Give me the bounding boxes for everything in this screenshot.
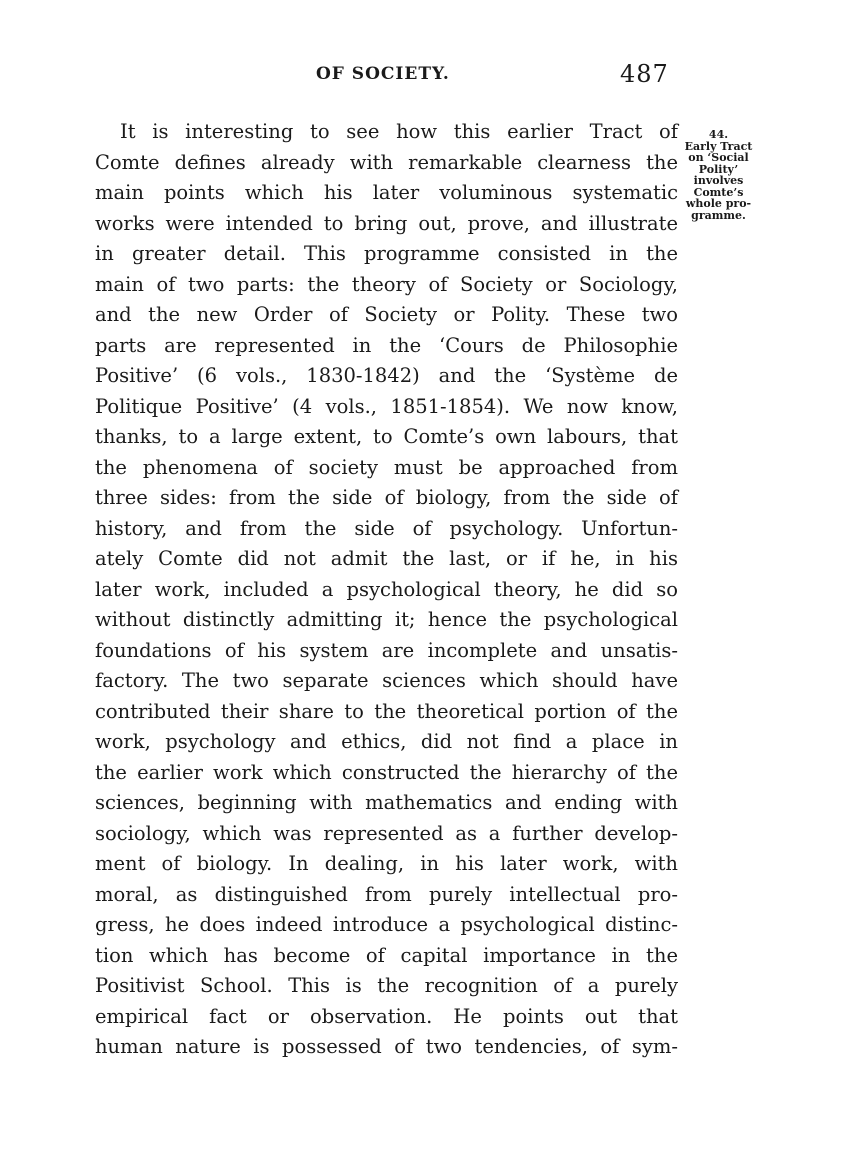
text-line: sociology, which was represented as a further develop- — [95, 821, 678, 845]
text-line: later work, included a psychological theory, he did so — [95, 577, 678, 601]
text-line: foundations of his system are incomplete and unsatis- — [95, 638, 678, 662]
text-line: the phenomena of society must be approached from — [95, 455, 678, 479]
margin-note — [676, 129, 761, 221]
margin-note-line: on ‘Social — [688, 151, 749, 164]
text-line: main of two parts: the theory of Society or Sociology, — [95, 272, 678, 296]
text-line: empirical fact or observation. He points out that — [95, 1004, 678, 1028]
text-line: works were intended to bring out, prove, and illustrate — [95, 211, 678, 235]
text-line: without distinctly admitting it; hence the psychological — [95, 608, 678, 631]
margin-note-line: gramme. — [691, 208, 746, 222]
text-line: contributed their share to the theoretical portion of the — [95, 699, 678, 723]
margin-note-line: whole pro- — [685, 197, 752, 210]
text-line: in greater detail. This programme consisted in the — [95, 242, 678, 265]
margin-note-line: Polity’ — [698, 162, 739, 176]
text-line: Politique Positive’ (4 vols., 1851-1854). We now know, — [95, 394, 678, 418]
text-line: ment of biology. In dealing, in his later work, with — [95, 852, 678, 875]
body-paragraph — [95, 117, 678, 1063]
margin-note-line: involves — [693, 174, 744, 187]
text-line: Comte defines already with remarkable clearness the — [95, 150, 678, 174]
text-line: tion which has become of capital importance in the — [95, 943, 678, 967]
text-line: three sides: from the side of biology, from the side of — [95, 486, 678, 509]
text-line: gress, he does indeed introduce a psychological distinc- — [95, 913, 678, 936]
text-line: sciences, beginning with mathematics and ending with — [95, 791, 678, 814]
text-line: the earlier work which constructed the hierarchy of the — [95, 760, 678, 784]
text-line: main points which his later voluminous systematic — [95, 181, 678, 204]
page-number: 487 — [620, 60, 669, 88]
text-line: It is interesting to see how this earlier Tract of — [120, 120, 678, 143]
text-line: and the new Order of Society or Polity. These two — [95, 303, 678, 326]
text-line: factory. The two separate sciences which should have — [95, 669, 678, 692]
margin-note-line: Comte’s — [693, 185, 744, 199]
text-line: history, and from the side of psychology. Unfortun- — [95, 516, 678, 540]
running-title: OF SOCIETY. — [316, 64, 450, 84]
text-line: Positive’ (6 vols., 1830-1842) and the ‘Système de — [95, 364, 678, 387]
margin-note-line: Early Tract — [684, 139, 753, 153]
text-line: human nature is possessed of two tendencies, of sym- — [95, 1035, 678, 1058]
text-line: moral, as distinguished from purely intellectual pro- — [95, 882, 678, 906]
text-line: thanks, to a large extent, to Comte’s own labours, that — [95, 425, 678, 448]
text-line: work, psychology and ethics, did not find a place in — [95, 730, 678, 753]
text-line: Positivist School. This is the recognition of a purely — [95, 974, 678, 997]
text-line: ately Comte did not admit the last, or if he, in his — [95, 547, 678, 570]
margin-note-line: 44. — [708, 128, 729, 141]
running-head — [0, 60, 850, 94]
text-line: parts are represented in the ‘Cours de Philosophie — [95, 333, 678, 357]
